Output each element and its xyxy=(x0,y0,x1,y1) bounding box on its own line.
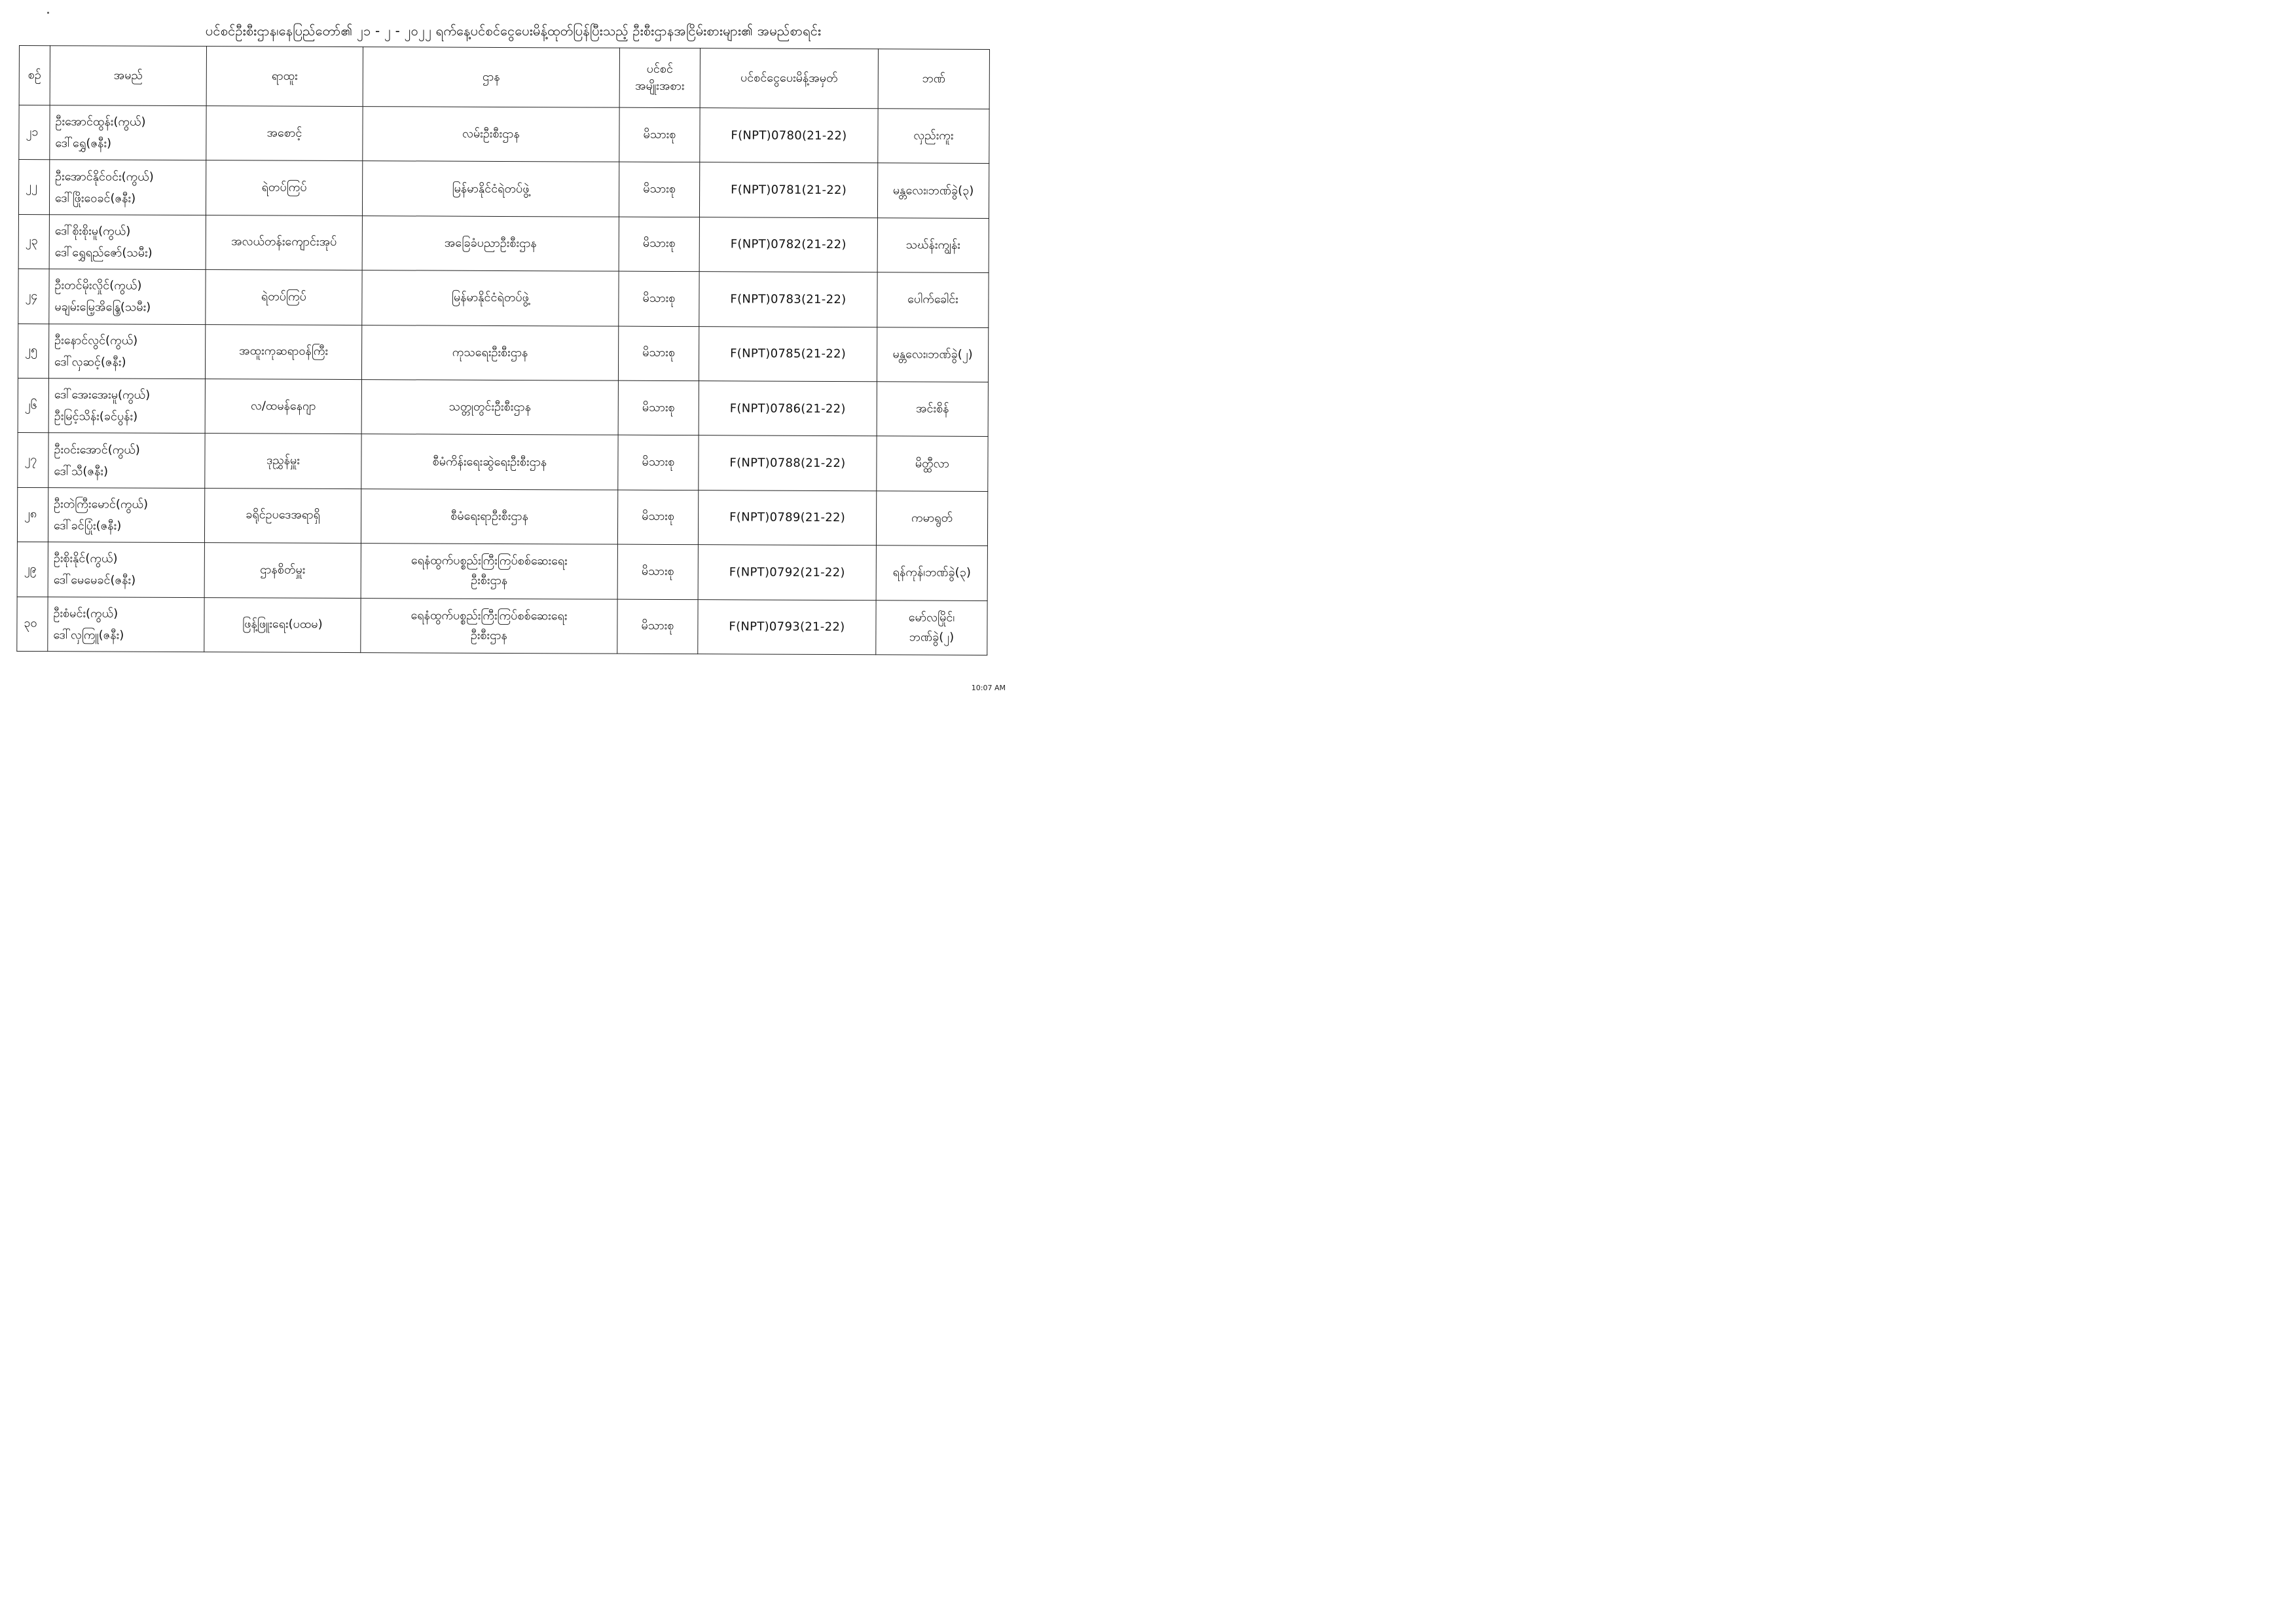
bank-branch-cell xyxy=(877,218,989,273)
beneficiary-name: ဒေါ်လှကြူ(ဇနီး) xyxy=(53,627,124,642)
person-names xyxy=(48,597,204,652)
beneficiary-name: ဒေါ်သီ(ဇနီး) xyxy=(54,464,109,479)
row-number: ၂၅ xyxy=(18,323,48,378)
header-bank-branch: ဘဏ် xyxy=(878,49,989,109)
deceased-name: ဦးအောင်ထွန်း(ကွယ်) xyxy=(55,115,146,129)
bank-branch-cell xyxy=(877,272,989,327)
beneficiary-name: ဒေါ်ရွှေရည်ဇော်(သမီး) xyxy=(54,246,153,260)
deceased-name: ဦးနောင်လွင်(ကွယ်) xyxy=(54,333,138,348)
document-title: ပင်စင်ဦးစီးဌာန၊နေပြည်တော်၏ ၂၁ - ၂ - ၂၀၂၂ ရက်နေ့ပင်စင်ငွေပေးမိန့်ထုတ်ပြန်ပြီးသည့် ဦးစီးဌာနအငြိမ်းစားများ၏ အမည်စာရင်း xyxy=(205,23,822,39)
bank-branch-cell xyxy=(876,600,987,655)
department-line1: ရေနံထွက်ပစ္စည်းကြီးကြပ်စစ်ဆေးရေး xyxy=(410,553,568,568)
pension-type-cell: မိသားစု xyxy=(619,162,699,217)
rank-cell: ရဲတပ်ကြပ် xyxy=(206,160,362,215)
bank-branch-line1: မန္တလေး၊ဘဏ်ခွဲ(၂) xyxy=(892,347,973,361)
bank-branch-line1: မိတ္ထီလာ xyxy=(915,456,950,471)
deceased-name: ဒေါ်စိုးစိုးမူ(ကွယ်) xyxy=(54,224,131,238)
header-pension-type-line2: အမျိုးအစား xyxy=(634,79,685,94)
bank-branch-line1: အင်းစိန် xyxy=(915,401,949,416)
person-names xyxy=(49,269,206,324)
header-no: စဉ် xyxy=(19,46,50,105)
beneficiary-name: ဦးမြင့်သိန်း(ခင်ပွန်း) xyxy=(54,409,138,424)
deceased-name: ဦးတဲကြီးမောင်(ကွယ်) xyxy=(54,497,149,511)
row-number: ၃၀ xyxy=(17,597,48,652)
department-cell xyxy=(361,434,618,490)
pension-list-table xyxy=(16,45,990,655)
beneficiary-name: ဒေါ်မေမေခင်(ဇနီး) xyxy=(53,573,136,588)
order-number-cell: F(NPT)0793(21-22) xyxy=(698,599,876,655)
row-number: ၂၄ xyxy=(18,269,49,324)
department-cell xyxy=(362,161,619,217)
person-names xyxy=(48,378,205,434)
deceased-name: ဦးစိုးနိုင်(ကွယ်) xyxy=(53,551,118,566)
table-row xyxy=(18,160,989,218)
header-name: အမည် xyxy=(50,46,206,106)
pension-type-cell: မိသားစု xyxy=(619,107,700,162)
rank-cell: အထူးကုဆရာဝန်ကြီး xyxy=(205,324,361,379)
order-number-cell: F(NPT)0782(21-22) xyxy=(699,217,877,272)
department-line1: စီမံကိန်းရေးဆွဲရေးဦးစီးဌာန xyxy=(432,454,547,469)
pension-type-cell: မိသားစု xyxy=(619,271,699,326)
beneficiary-name: ဒေါ်ရွှေ(ဇနီး) xyxy=(55,136,112,151)
header-rank: ရာထူး xyxy=(206,46,363,107)
beneficiary-name: ဒေါ်ဖြိုးဝေခင်(ဇနီး) xyxy=(55,191,136,206)
header-pension-type-line1: ပင်စင် xyxy=(646,62,674,77)
bank-branch-cell xyxy=(877,436,988,491)
bank-branch-cell xyxy=(878,109,989,164)
table-row xyxy=(18,378,988,436)
rank-cell: ဌာနစိတ်မှူး xyxy=(204,543,361,598)
beneficiary-name: ဒေါ်လှဆင့်(ဇနီး) xyxy=(54,354,126,369)
deceased-name: ဒေါ်အေးအေးမူ(ကွယ်) xyxy=(54,388,151,402)
print-timestamp: 10:07 AM xyxy=(971,684,1006,692)
department-line2: ဦးစီးဌာန xyxy=(471,574,508,588)
department-line1: လမ်းဦးစီးဌာန xyxy=(462,126,520,141)
row-number: ၂၉ xyxy=(17,542,48,597)
row-number: ၂၆ xyxy=(18,378,48,433)
order-number-cell: F(NPT)0792(21-22) xyxy=(698,545,876,600)
department-cell xyxy=(362,215,619,271)
bank-branch-cell xyxy=(877,327,988,382)
row-number: ၂၃ xyxy=(18,214,49,269)
department-line1: သတ္တုတွင်းဦးစီးဌာန xyxy=(448,399,532,415)
order-number-cell: F(NPT)0788(21-22) xyxy=(699,435,877,490)
person-names xyxy=(50,105,206,160)
bank-branch-line1: ကမာရွတ် xyxy=(911,511,953,525)
department-cell xyxy=(362,270,619,326)
beneficiary-name: ဒေါ်ခင်ပြုံး(ဇနီး) xyxy=(54,519,122,533)
department-cell xyxy=(361,325,618,380)
person-names xyxy=(49,160,206,215)
row-number: ၂၈ xyxy=(17,487,48,542)
header-order-number: ပင်စင်ငွေပေးမိန့်အမှတ် xyxy=(700,48,878,109)
rank-cell: ဖြန့်ဖြူးရေး(ပထမ) xyxy=(204,597,361,652)
pension-type-cell: မိသားစု xyxy=(617,490,698,545)
table-row xyxy=(18,433,988,491)
department-line1: စီမံရေးရာဦးစီးဌာန xyxy=(450,509,529,524)
department-line1: ကုသရေးဦးစီးဌာန xyxy=(452,345,528,360)
person-names xyxy=(48,433,205,488)
department-cell xyxy=(361,544,617,599)
table-row xyxy=(19,105,989,164)
bank-branch-cell xyxy=(877,163,989,218)
rank-cell: အလယ်တန်းကျောင်းအုပ် xyxy=(206,215,362,270)
header-department: ဌာန xyxy=(363,47,619,108)
pension-type-cell: မိသားစု xyxy=(617,544,698,599)
header-pension-type xyxy=(619,48,700,107)
row-number: ၂၂ xyxy=(18,160,49,215)
bank-branch-cell xyxy=(876,490,987,545)
pension-type-cell: မိသားစု xyxy=(618,435,699,490)
department-line1: ရေနံထွက်ပစ္စည်းကြီးကြပ်စစ်ဆေးရေး xyxy=(410,608,568,623)
department-cell xyxy=(361,380,618,435)
table-row xyxy=(17,597,987,655)
order-number-cell: F(NPT)0786(21-22) xyxy=(699,381,877,436)
department-line2: ဦးစီးဌာန xyxy=(470,628,507,642)
order-number-cell: F(NPT)0780(21-22) xyxy=(700,108,878,163)
rank-cell: အစောင့် xyxy=(206,106,363,161)
department-line1: မြန်မာနိုင်ငံရဲတပ်ဖွဲ့ xyxy=(452,181,530,196)
beneficiary-name: မချမ်းမြေ့အိန္ဒြေ(သမီး) xyxy=(54,300,151,315)
table-row xyxy=(18,269,989,327)
pension-type-cell: မိသားစု xyxy=(619,217,699,272)
department-line1: အခြေခံပညာဦးစီးဌာန xyxy=(444,236,537,251)
table-row xyxy=(18,214,989,272)
bank-branch-line2: ဘဏ်ခွဲ(၂) xyxy=(909,630,955,644)
pension-type-cell: မိသားစု xyxy=(618,326,699,381)
rank-cell: ခရိုင်ဥပဒေအရာရှိ xyxy=(204,488,361,543)
bank-branch-cell xyxy=(876,545,987,600)
row-number: ၂၇ xyxy=(18,433,48,488)
bank-branch-line1: မန္တလေး၊ဘဏ်ခွဲ(၃) xyxy=(892,183,974,198)
person-names xyxy=(48,323,205,378)
table-row xyxy=(17,542,987,600)
department-cell xyxy=(361,489,617,544)
bank-branch-line1: ပေါက်ခေါင်း xyxy=(907,292,958,307)
pension-type-cell: မိသားစု xyxy=(617,599,698,654)
department-cell xyxy=(361,598,617,654)
deceased-name: ဦးတင်မိုးလှိုင်(ကွယ်) xyxy=(54,278,142,293)
pension-type-cell: မိသားစု xyxy=(618,380,699,435)
rank-cell: ရဲတပ်ကြပ် xyxy=(206,270,362,325)
person-names xyxy=(49,214,206,269)
bank-branch-line1: လှည်းကူး xyxy=(913,128,954,143)
table-header-row xyxy=(19,46,989,109)
order-number-cell: F(NPT)0785(21-22) xyxy=(699,326,877,381)
table-row xyxy=(17,487,987,545)
table-row xyxy=(18,323,988,382)
deceased-name: ဦးအောင်နိုင်ဝင်း(ကွယ်) xyxy=(55,169,154,184)
order-number-cell: F(NPT)0783(21-22) xyxy=(699,272,877,327)
deceased-name: ဦးစံမင်း(ကွယ်) xyxy=(53,606,118,621)
row-number: ၂၁ xyxy=(19,105,50,160)
bank-branch-line1: သဃ်န်းကျွန်း xyxy=(905,238,960,252)
scan-speck xyxy=(47,12,49,14)
bank-branch-line1: ရန်ကုန်၊ဘဏ်ခွဲ(၃) xyxy=(892,565,971,580)
bank-branch-cell xyxy=(877,382,988,437)
rank-cell: လ/ထမန်နေဂျာ xyxy=(205,379,361,434)
department-line1: မြန်မာနိုင်ငံရဲတပ်ဖွဲ့ xyxy=(451,291,529,305)
bank-branch-line1: မော်လမြိုင်၊ xyxy=(908,610,955,625)
deceased-name: ဦးဝင်းအောင်(ကွယ်) xyxy=(54,442,140,457)
rank-cell: ဒုညွှန်မှူး xyxy=(205,434,361,489)
order-number-cell: F(NPT)0789(21-22) xyxy=(698,490,876,545)
order-number-cell: F(NPT)0781(21-22) xyxy=(699,162,877,217)
person-names xyxy=(48,542,204,597)
person-names xyxy=(48,487,204,542)
department-cell xyxy=(363,107,619,162)
